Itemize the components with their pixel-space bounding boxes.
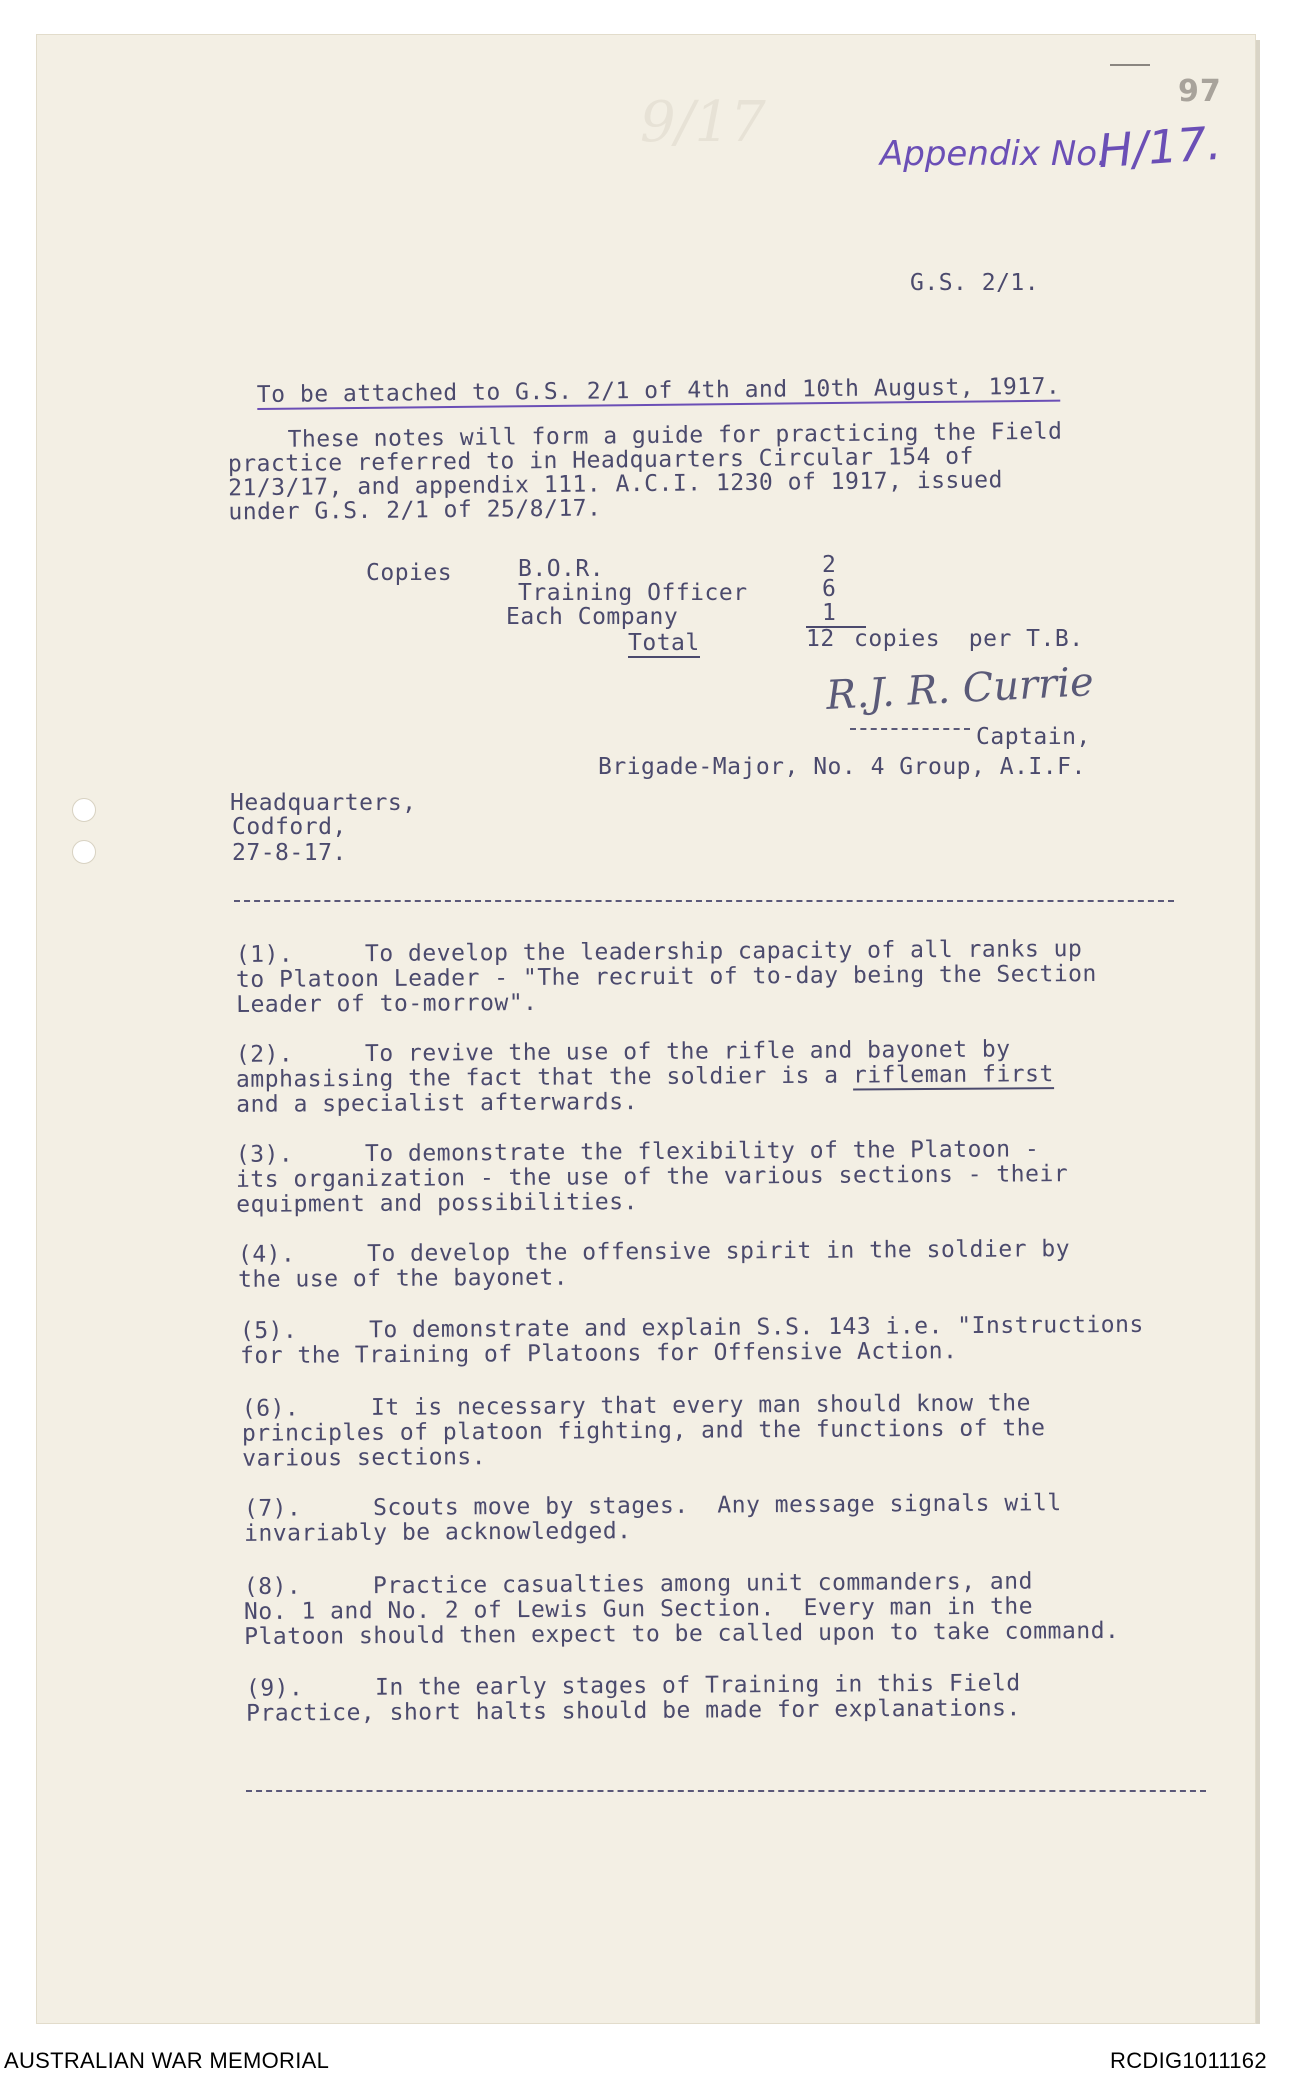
point-number: (3). [235, 1141, 294, 1168]
point-1 [236, 937, 1097, 1018]
point-line: No. 1 and No. 2 of Lewis Gun Section. Every man in the [243, 1593, 1034, 1626]
underlined-phrase: rifleman first [852, 1061, 1054, 1089]
point-line: In the early stages of Training in this Field [303, 1670, 1021, 1702]
sheet-edge [1256, 40, 1260, 2024]
reference-number: G.S. 2/1. [910, 270, 1040, 296]
copies-total-suffix: copies per T.B. [854, 626, 1084, 652]
point-6 [242, 1391, 1046, 1472]
origin-line: Headquarters, [230, 790, 417, 816]
point-line: and a specialist afterwards. [236, 1089, 638, 1118]
point-number: (8). [243, 1573, 302, 1601]
point-line: to Platoon Leader - "The recruit of to-day being the Section [235, 960, 1097, 994]
point-line: Scouts move by stages. Any message signals will [301, 1490, 1062, 1522]
stamp-dash [1110, 64, 1150, 66]
copies-label: Copies [366, 560, 453, 586]
signatory-rank: Captain, [976, 724, 1091, 750]
point-number: (2). [235, 1041, 294, 1068]
copies-row-count: 2 [822, 552, 837, 578]
point-line: the use of the bayonet. [238, 1264, 569, 1293]
footer-institution: AUSTRALIAN WAR MEMORIAL [4, 2048, 330, 2073]
point-line: for the Training of Platoons for Offensive Action. [240, 1338, 958, 1370]
page-number-stamp: 97 [1178, 74, 1222, 109]
punch-hole [72, 840, 96, 864]
point-9 [246, 1671, 1021, 1726]
point-line: equipment and possibilities. [236, 1189, 638, 1218]
point-number: (6). [241, 1395, 300, 1422]
appendix-number: H/17. [1096, 115, 1223, 179]
point-number: (1). [235, 941, 294, 969]
point-3 [236, 1137, 1069, 1218]
point-8 [244, 1569, 1120, 1650]
point-line: To develop the offensive spirit in the soldier by [295, 1236, 1071, 1268]
point-line: invariably be acknowledged. [244, 1518, 632, 1547]
signature-line [850, 728, 970, 730]
point-4 [238, 1237, 1070, 1293]
attach-line [228, 348, 1061, 409]
copies-row-count: 6 [822, 576, 837, 602]
origin-date: 27-8-17. [232, 840, 347, 866]
point-line: various sections. [242, 1444, 487, 1472]
copies-total-label: Total [628, 630, 700, 656]
point-line: To revive the use of the rifle and bayonet by [293, 1036, 1011, 1068]
point-line: Platoon should then expect to be called upon to take command. [244, 1617, 1120, 1651]
point-number: (5). [239, 1317, 298, 1345]
handwritten-signature: R.J. R. Currie [824, 659, 1095, 719]
intro-line: 21/3/17, and appendix 111. A.C.I. 1230 of 1917, issued [228, 467, 1003, 502]
origin-line: Codford, [232, 814, 347, 840]
point-number: (7). [243, 1495, 302, 1522]
intro-line: practice referred to in Headquarters Circular 154 of [227, 443, 975, 478]
copies-row-name: B.O.R. [518, 556, 605, 582]
point-line: To demonstrate the flexibility of the Platoon - [293, 1136, 1040, 1168]
ghost-mark: 9/17 [640, 90, 766, 155]
intro-line: under G.S. 2/1 of 25/8/17. [228, 495, 602, 526]
copies-total-value: 12 [806, 626, 835, 652]
point-line: principles of platoon fighting, and the functions of the [241, 1415, 1046, 1447]
footer-catalog-id: RCDIG1011162 [1110, 2048, 1267, 2073]
copies-row-count: 1 [822, 600, 837, 626]
point-line: Leader of to-morrow". [236, 989, 538, 1019]
copies-row-name: Training Officer [518, 580, 748, 606]
appendix-label: Appendix No. [880, 134, 1108, 174]
point-line: Practice casualties among unit commanders, and [301, 1568, 1034, 1600]
intro-line: These notes will form a guide for practicing the Field [287, 418, 1063, 453]
point-number: (9). [245, 1675, 304, 1702]
point-line: To demonstrate and explain S.S. 143 i.e. "Instructions [297, 1311, 1144, 1344]
point-line: its organization - the use of the various sections - their [235, 1161, 1069, 1193]
separator-bottom [246, 1790, 1206, 1792]
signatory-title: Brigade-Major, No. 4 Group, A.I.F. [598, 754, 1086, 780]
punch-hole [72, 798, 96, 822]
point-line: amphasising the fact that the soldier is a [235, 1062, 854, 1093]
point-line: To develop the leadership capacity of all ranks up [293, 936, 1083, 968]
point-5 [240, 1313, 1144, 1369]
copies-row-name: Each Company [506, 604, 679, 630]
attach-line-text: To be attached to G.S. 2/1 of 4th and 10th August, 1917. [256, 373, 1061, 409]
separator-top [234, 900, 1174, 902]
point-7 [244, 1491, 1062, 1547]
point-line: Practice, short halts should be made for explanations. [246, 1695, 1021, 1727]
document-sheet [36, 34, 1256, 2024]
point-2 [236, 1037, 1054, 1118]
point-line: It is necessary that every man should know the [299, 1390, 1032, 1422]
intro-paragraph [228, 420, 1064, 525]
point-number: (4). [237, 1241, 296, 1268]
